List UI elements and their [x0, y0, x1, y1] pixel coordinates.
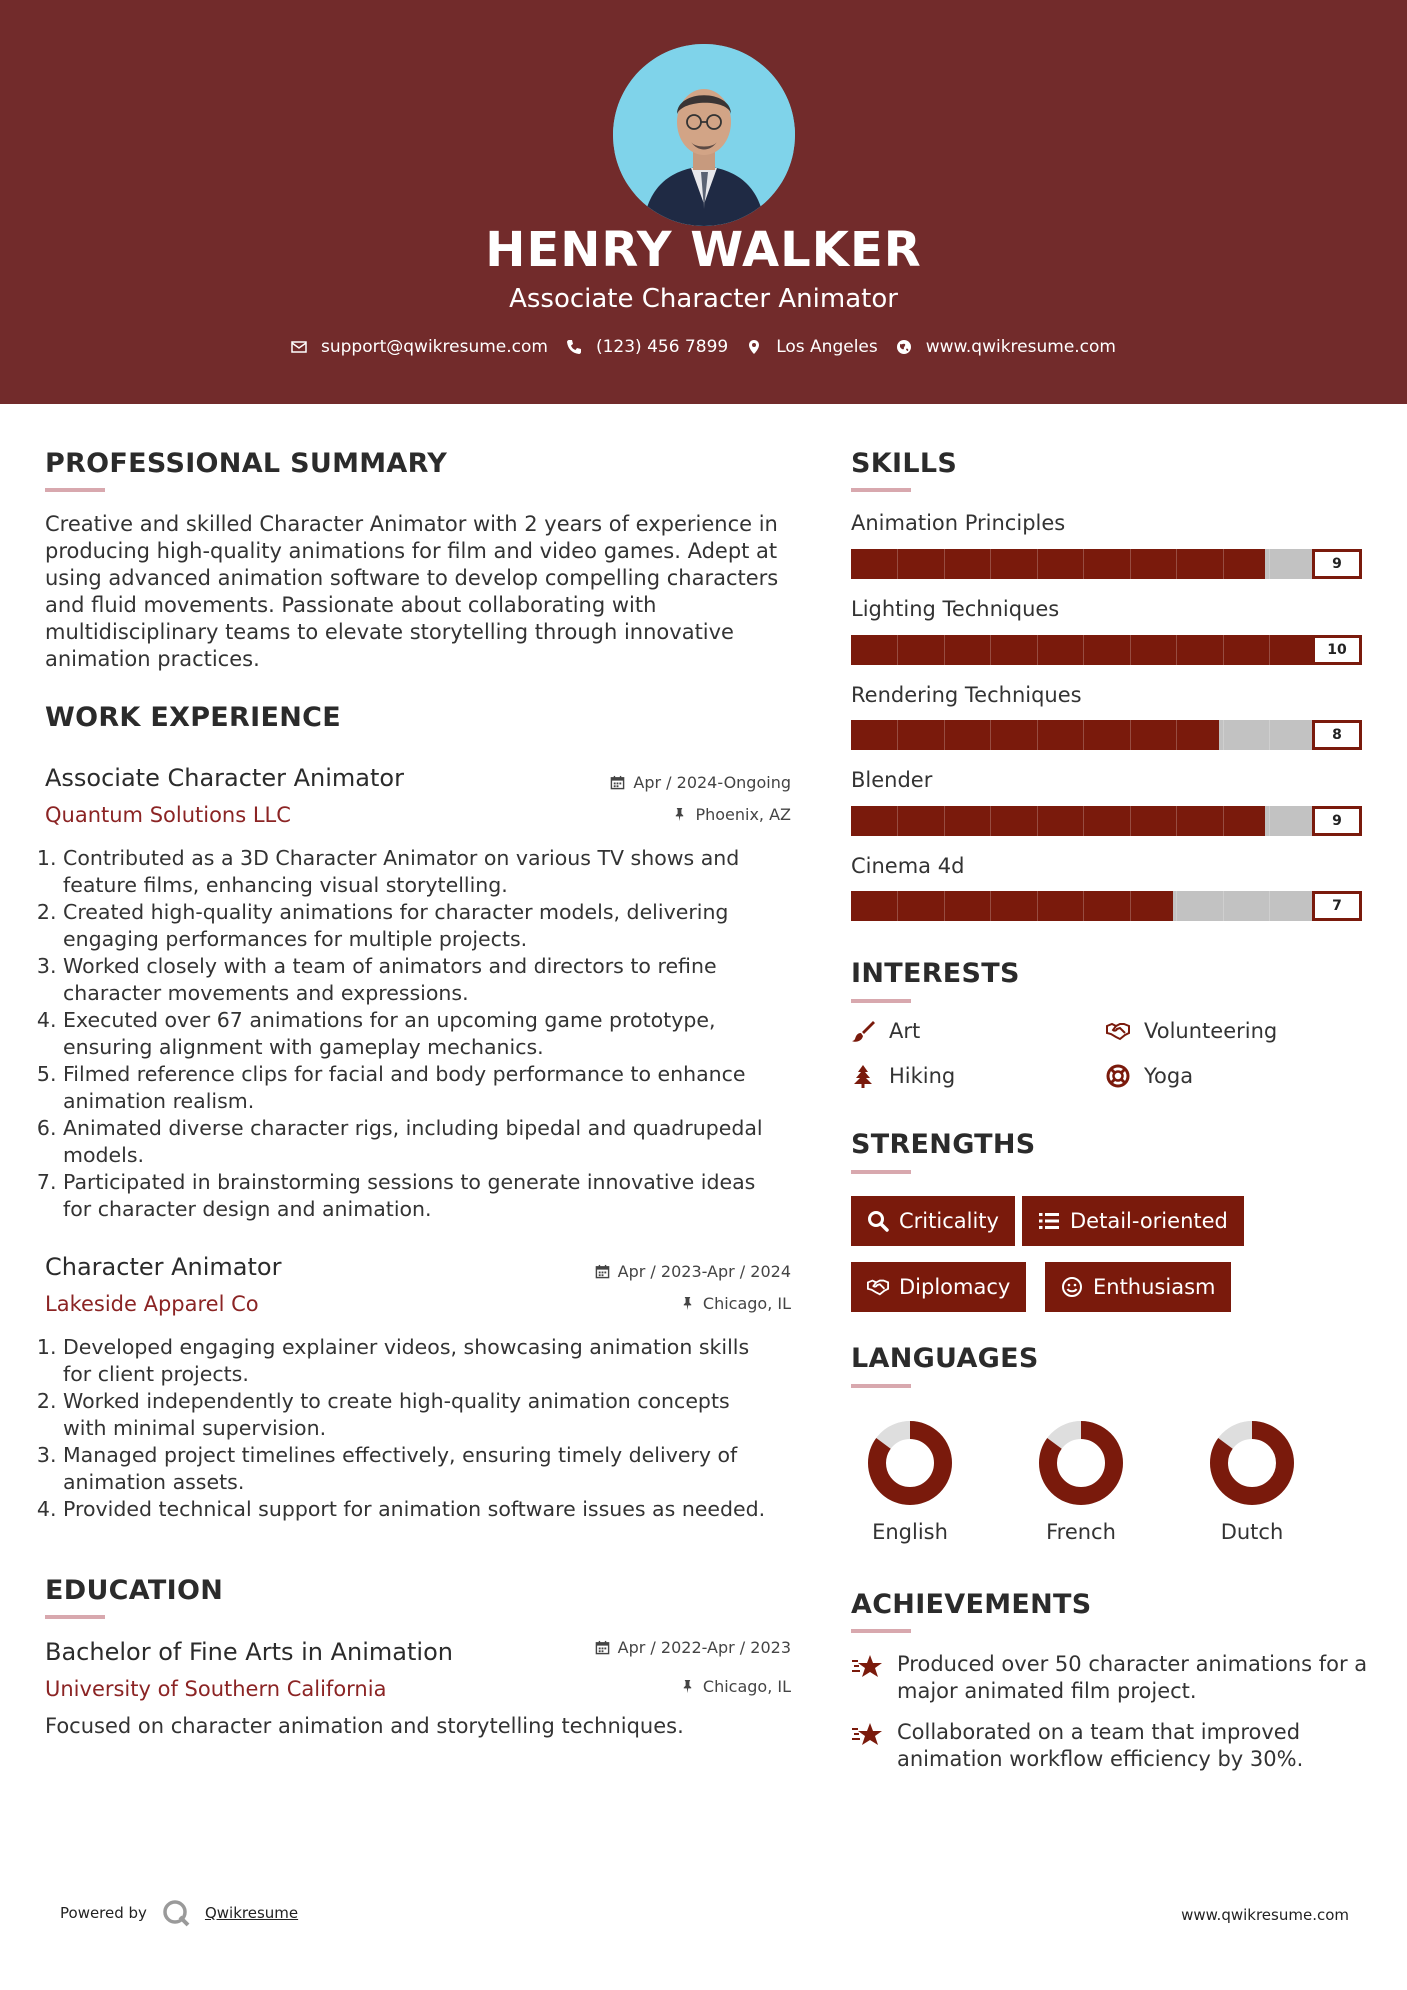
interests-heading: INTERESTS — [851, 958, 1020, 989]
skill-level: 10 — [1312, 635, 1362, 665]
interests-underline — [851, 999, 911, 1003]
skill-bar-segment — [1037, 720, 1038, 750]
list-item: 3. Worked closely with a team of animators and directors to refine character movements and expressions. — [63, 953, 815, 1007]
skill-bar — [851, 806, 1362, 836]
skill-bar-segment — [1130, 891, 1131, 921]
summary-text — [45, 511, 805, 673]
education-underline — [45, 1615, 105, 1619]
strength-tag — [851, 1262, 1026, 1312]
experience-heading: WORK EXPERIENCE — [45, 702, 341, 733]
strength-tag — [851, 1196, 1015, 1246]
interest-label: Art — [889, 1019, 921, 1043]
skill-bar-segment — [1269, 635, 1270, 665]
skill-bar-segment — [1223, 635, 1224, 665]
star-icon — [851, 1721, 883, 1749]
summary-line: and fluid movements. Passionate about collaborating with — [45, 593, 657, 617]
skill-bar-segment — [944, 891, 945, 921]
candidate-title: Associate Character Animator — [509, 284, 898, 314]
skill-bar-segment — [1037, 891, 1038, 921]
degree-title: Bachelor of Fine Arts in Animation — [45, 1638, 453, 1666]
interest-volunteering — [1106, 1019, 1277, 1043]
contact-location-text: Los Angeles — [776, 337, 878, 357]
achievements-heading: ACHIEVEMENTS — [851, 1589, 1092, 1620]
strength-tag — [1045, 1262, 1231, 1312]
skill-bar-segment — [1083, 891, 1084, 921]
skill-name: Lighting Techniques — [851, 597, 1060, 621]
languages-heading: LANGUAGES — [851, 1343, 1039, 1374]
list-item: 4. Executed over 67 animations for an upcoming game prototype, ensuring alignment with gameplay mechanics. — [63, 1007, 815, 1061]
skills-heading: SKILLS — [851, 448, 958, 479]
skill-bar-segment — [990, 891, 991, 921]
search-icon — [867, 1210, 889, 1232]
skill-level: 9 — [1312, 549, 1362, 579]
contact-website[interactable] — [896, 337, 1116, 357]
skill-level: 7 — [1312, 891, 1362, 921]
star-icon — [851, 1653, 883, 1681]
qwikresume-logo-icon — [161, 1898, 191, 1928]
strength-label: Criticality — [899, 1209, 999, 1233]
strength-tag — [1022, 1196, 1244, 1246]
summary-line: using advanced animation software to develop compelling characters — [45, 566, 779, 590]
handshake-icon — [1106, 1019, 1130, 1043]
skill-name: Animation Principles — [851, 511, 1066, 535]
skill-name: Blender — [851, 768, 933, 792]
skill-bar-segment — [1176, 635, 1177, 665]
skill-bar — [851, 549, 1362, 579]
job-title: Character Animator — [45, 1253, 282, 1281]
job-bullets — [45, 1334, 815, 1523]
contact-location — [746, 337, 878, 357]
pushpin-icon — [672, 807, 687, 822]
skill-bar-fill — [851, 549, 1265, 579]
job-dates-text: Apr / 2024-Ongoing — [633, 773, 791, 792]
achievements-underline — [851, 1629, 911, 1633]
skill-bar-segment — [1223, 891, 1224, 921]
skill-level: 9 — [1312, 806, 1362, 836]
contact-bar — [0, 337, 1407, 357]
achievement-item — [851, 1719, 1371, 1773]
job-company: Lakeside Apparel Co — [45, 1292, 259, 1316]
skill-bar-segment — [1269, 549, 1270, 579]
contact-email-text: support@qwikresume.com — [321, 337, 548, 357]
contact-phone[interactable] — [566, 337, 728, 357]
handshake-icon — [867, 1276, 889, 1298]
phone-icon — [566, 339, 582, 355]
interest-label: Yoga — [1144, 1064, 1194, 1088]
calendar-icon — [595, 1264, 610, 1279]
contact-website-text: www.qwikresume.com — [925, 337, 1116, 357]
skill-bar-segment — [1223, 720, 1224, 750]
skill-bar-segment — [897, 891, 898, 921]
list-item: 3. Managed project timelines effectively, ensuring timely delivery of animation assets. — [63, 1442, 815, 1496]
pushpin-icon — [680, 1296, 695, 1311]
skill-bar-segment — [990, 720, 991, 750]
summary-underline — [45, 488, 105, 492]
list-item: 5. Filmed reference clips for facial and body performance to enhance animation realism. — [63, 1061, 815, 1115]
education-description: Focused on character animation and storytelling techniques. — [45, 1714, 684, 1738]
list-item: 2. Created high-quality animations for character models, delivering engaging performances for multiple projects. — [63, 899, 815, 953]
skill-bar-segment — [990, 806, 991, 836]
job-location-text: Phoenix, AZ — [695, 805, 791, 824]
language-label: Dutch — [1220, 1520, 1284, 1544]
skill-bar-segment — [1130, 806, 1131, 836]
skill-bar-segment — [1223, 549, 1224, 579]
language-label: French — [1046, 1520, 1116, 1544]
skill-bar-segment — [897, 806, 898, 836]
calendar-icon — [610, 775, 625, 790]
language-item — [1026, 1418, 1136, 1544]
summary-line: multidisciplinary teams to elevate storytelling through innovative — [45, 620, 734, 644]
education-dates — [540, 1638, 791, 1657]
language-donut — [865, 1418, 955, 1508]
skill-bar-segment — [1130, 635, 1131, 665]
envelope-icon — [291, 339, 307, 355]
skill-bar-segment — [1037, 549, 1038, 579]
strength-label: Detail-oriented — [1070, 1209, 1228, 1233]
education-dates-text: Apr / 2022-Apr / 2023 — [617, 1638, 791, 1657]
list-icon — [1038, 1210, 1060, 1232]
skill-bar-segment — [944, 549, 945, 579]
skill-bar — [851, 720, 1362, 750]
job-location — [560, 805, 791, 824]
strength-label: Enthusiasm — [1093, 1275, 1216, 1299]
skill-bar — [851, 891, 1362, 921]
candidate-name: HENRY WALKER — [485, 222, 922, 278]
footer-powered-by — [60, 1898, 298, 1928]
interest-yoga — [1106, 1064, 1193, 1088]
paintbrush-icon — [851, 1019, 875, 1043]
skill-bar-segment — [1083, 806, 1084, 836]
interest-label: Volunteering — [1144, 1019, 1278, 1043]
pushpin-icon — [680, 1679, 695, 1694]
job-title: Associate Character Animator — [45, 764, 404, 792]
list-item: 1. Developed engaging explainer videos, showcasing animation skills for client projects. — [63, 1334, 815, 1388]
summary-heading: PROFESSIONAL SUMMARY — [45, 448, 448, 479]
skill-bar-fill — [851, 635, 1362, 665]
language-donut — [1207, 1418, 1297, 1508]
skill-bar-segment — [1176, 549, 1177, 579]
skill-bar-segment — [1083, 720, 1084, 750]
skill-level: 8 — [1312, 720, 1362, 750]
skill-bar-segment — [1269, 806, 1270, 836]
school-name: University of Southern California — [45, 1677, 387, 1701]
list-item: 7. Participated in brainstorming sessions to generate innovative ideas for character design and animation. — [63, 1169, 815, 1223]
profile-photo — [613, 44, 795, 226]
skill-bar-segment — [990, 635, 991, 665]
skill-bar-segment — [990, 549, 991, 579]
job-bullets — [45, 845, 815, 1223]
skill-bar-segment — [944, 806, 945, 836]
interest-label: Hiking — [889, 1064, 956, 1088]
list-item: 4. Provided technical support for animation software issues as needed. — [63, 1496, 815, 1523]
strengths-underline — [851, 1170, 911, 1174]
skill-name: Rendering Techniques — [851, 683, 1082, 707]
list-item: 6. Animated diverse character rigs, including bipedal and quadrupedal models. — [63, 1115, 815, 1169]
footer-website[interactable]: www.qwikresume.com — [1181, 1906, 1349, 1924]
skill-bar-fill — [851, 891, 1173, 921]
interest-hiking — [851, 1064, 955, 1088]
job-company: Quantum Solutions LLC — [45, 803, 291, 827]
skill-bar-segment — [1269, 720, 1270, 750]
summary-line: animation practices. — [45, 647, 260, 671]
job-location-text: Chicago, IL — [702, 1294, 791, 1313]
header — [0, 0, 1407, 404]
skill-bar-segment — [1176, 891, 1177, 921]
skill-bar-segment — [1176, 720, 1177, 750]
powered-by-text: Powered by — [60, 1904, 147, 1922]
skill-bar-segment — [1269, 891, 1270, 921]
calendar-icon — [595, 1640, 610, 1655]
skill-bar-segment — [897, 549, 898, 579]
skill-bar-segment — [897, 635, 898, 665]
list-item: 1. Contributed as a 3D Character Animator on various TV shows and feature films, enhancing visual storytelling. — [63, 845, 815, 899]
skill-bar-segment — [1083, 549, 1084, 579]
skill-bar — [851, 635, 1362, 665]
contact-phone-text: (123) 456 7899 — [595, 337, 729, 357]
language-donut — [1036, 1418, 1126, 1508]
skill-bar-segment — [897, 720, 898, 750]
languages-underline — [851, 1384, 911, 1388]
strengths-heading: STRENGTHS — [851, 1129, 1036, 1160]
skill-bar-segment — [1037, 806, 1038, 836]
education-heading: EDUCATION — [45, 1575, 224, 1606]
skill-bar-fill — [851, 720, 1219, 750]
brand-link[interactable]: Qwikresume — [204, 1904, 299, 1922]
skill-bar-segment — [1223, 806, 1224, 836]
skill-bar-segment — [944, 635, 945, 665]
skill-bar-segment — [1083, 635, 1084, 665]
skill-bar-fill — [851, 806, 1265, 836]
list-item: 2. Worked independently to create high-quality animation concepts with minimal supervision. — [63, 1388, 815, 1442]
smile-icon — [1061, 1276, 1083, 1298]
globe-icon — [896, 339, 912, 355]
achievement-item — [851, 1651, 1371, 1705]
job-dates — [540, 1262, 791, 1281]
education-location — [560, 1677, 791, 1696]
skill-bar-segment — [1130, 720, 1131, 750]
job-location — [560, 1294, 791, 1313]
job-dates — [560, 773, 791, 792]
skill-bar-segment — [944, 720, 945, 750]
tree-icon — [851, 1064, 875, 1088]
lifebuoy-icon — [1106, 1064, 1130, 1088]
interest-art — [851, 1019, 920, 1043]
achievement-text: Produced over 50 character animations for a major animated film project. — [897, 1652, 1368, 1703]
achievement-text: Collaborated on a team that improved animation workflow efficiency by 30%. — [897, 1720, 1304, 1771]
skill-bar-segment — [1130, 549, 1131, 579]
language-item — [1197, 1418, 1307, 1544]
skill-name: Cinema 4d — [851, 854, 965, 878]
summary-line: producing high-quality animations for film and video games. Adept at — [45, 539, 778, 563]
job-dates-text: Apr / 2023-Apr / 2024 — [617, 1262, 791, 1281]
skill-bar-segment — [1176, 806, 1177, 836]
skill-bar-segment — [1037, 635, 1038, 665]
skills-underline — [851, 488, 911, 492]
education-location-text: Chicago, IL — [702, 1677, 791, 1696]
summary-line: Creative and skilled Character Animator with 2 years of experience in — [45, 512, 778, 536]
language-item — [855, 1418, 965, 1544]
language-label: English — [872, 1520, 948, 1544]
map-pin-icon — [746, 339, 762, 355]
contact-email[interactable] — [291, 337, 548, 357]
strength-label: Diplomacy — [899, 1275, 1011, 1299]
